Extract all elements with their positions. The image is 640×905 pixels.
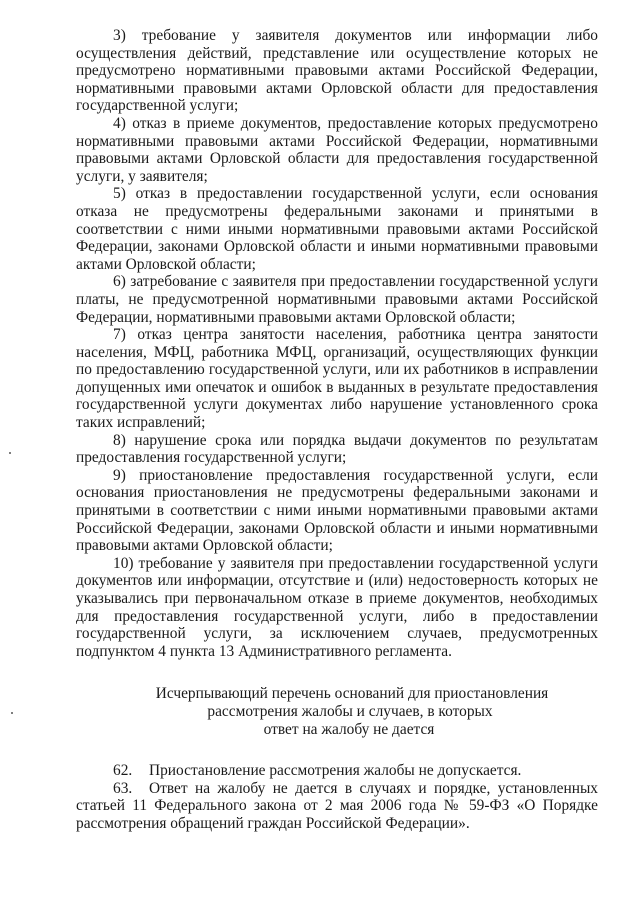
scan-speck	[9, 452, 11, 454]
section-heading	[76, 685, 598, 738]
list-item-5: 5) отказ в предоставлении государственной услуги, если основания отказа не предусмотрены федеральными законами и принятыми в соответствии с ними иными нормативными правовыми актами Российской Федерации, законами Орловской области и иными нормативными правовыми актами Орловской области;	[76, 185, 598, 273]
document-body	[76, 27, 598, 833]
clause-text: Приостановление рассмотрения жалобы не допускается.	[149, 762, 522, 780]
scan-speck	[11, 712, 13, 714]
section-heading-line: ответ на жалобу не дается	[263, 720, 435, 738]
clause-62	[76, 762, 598, 780]
clause-number: 63.	[113, 779, 133, 797]
list-item-10: 10) требование у заявителя при предоставлении государственной услуги документов или информации, отсутствие и (или) недостоверность которых не указывались при первоначальном отказе в приеме документов, необходимых для предоставления государственной услуги, либо в предоставлении государственной услуги, за исключением случаев, предусмотренных подпунктом 4 пункта 13 Административного регламента.	[76, 554, 598, 660]
section-heading-line: рассмотрения жалобы и случаев, в которых	[207, 702, 493, 720]
clause-63	[76, 780, 598, 833]
list-item-4: 4) отказ в приеме документов, предоставление которых предусмотрено нормативными правовыми актами Российской Федерации, нормативными правовыми актами Орловской области для предоставления государственной услуги, у заявителя;	[76, 114, 598, 185]
section-heading-line: Исчерпывающий перечень оснований для приостановления	[155, 685, 549, 703]
list-item-3: 3) требование у заявителя документов или информации либо осуществления действий, представление или осуществление которых не предусмотрено нормативными правовыми актами Российской Федерации, нормативными правовыми актами Орловской области для предоставления государственной услуги;	[76, 27, 598, 115]
list-item-9: 9) приостановление предоставления государственной услуги, если основания приостановления не предусмотрены федеральными законами и принятыми в соответствии с ними иными нормативными правовыми актами Российской Федерации, законами Орловской области и иными нормативными правовыми актами Орловской области;	[76, 466, 598, 555]
list-item-6: 6) затребование с заявителя при предоставлении государственной услуги платы, не предусмотренной нормативными правовыми актами Российской Федерации, нормативными правовыми актами Орловской области;	[76, 273, 598, 326]
clause-text: Ответ на жалобу не дается в случаях и порядке, установленных статьей 11 Федерального закона от 2 мая 2006 года № 59-ФЗ «О Порядке рассмотрения обращений граждан Российской Федерации».	[76, 779, 598, 832]
list-item-7: 7) отказ центра занятости населения, работника центра занятости населения, МФЦ, работника МФЦ, организаций, осуществляющих функции по предоставлению государственной услуги, или их работников в исправлении допущенных ими опечаток и ошибок в выданных в результате предоставления государственной услуги документах либо нарушение установленного срока таких исправлений;	[76, 326, 598, 432]
list-item-8: 8) нарушение срока или порядка выдачи документов по результатам предоставления государственной услуги;	[76, 431, 598, 467]
clause-number: 62.	[113, 762, 133, 780]
